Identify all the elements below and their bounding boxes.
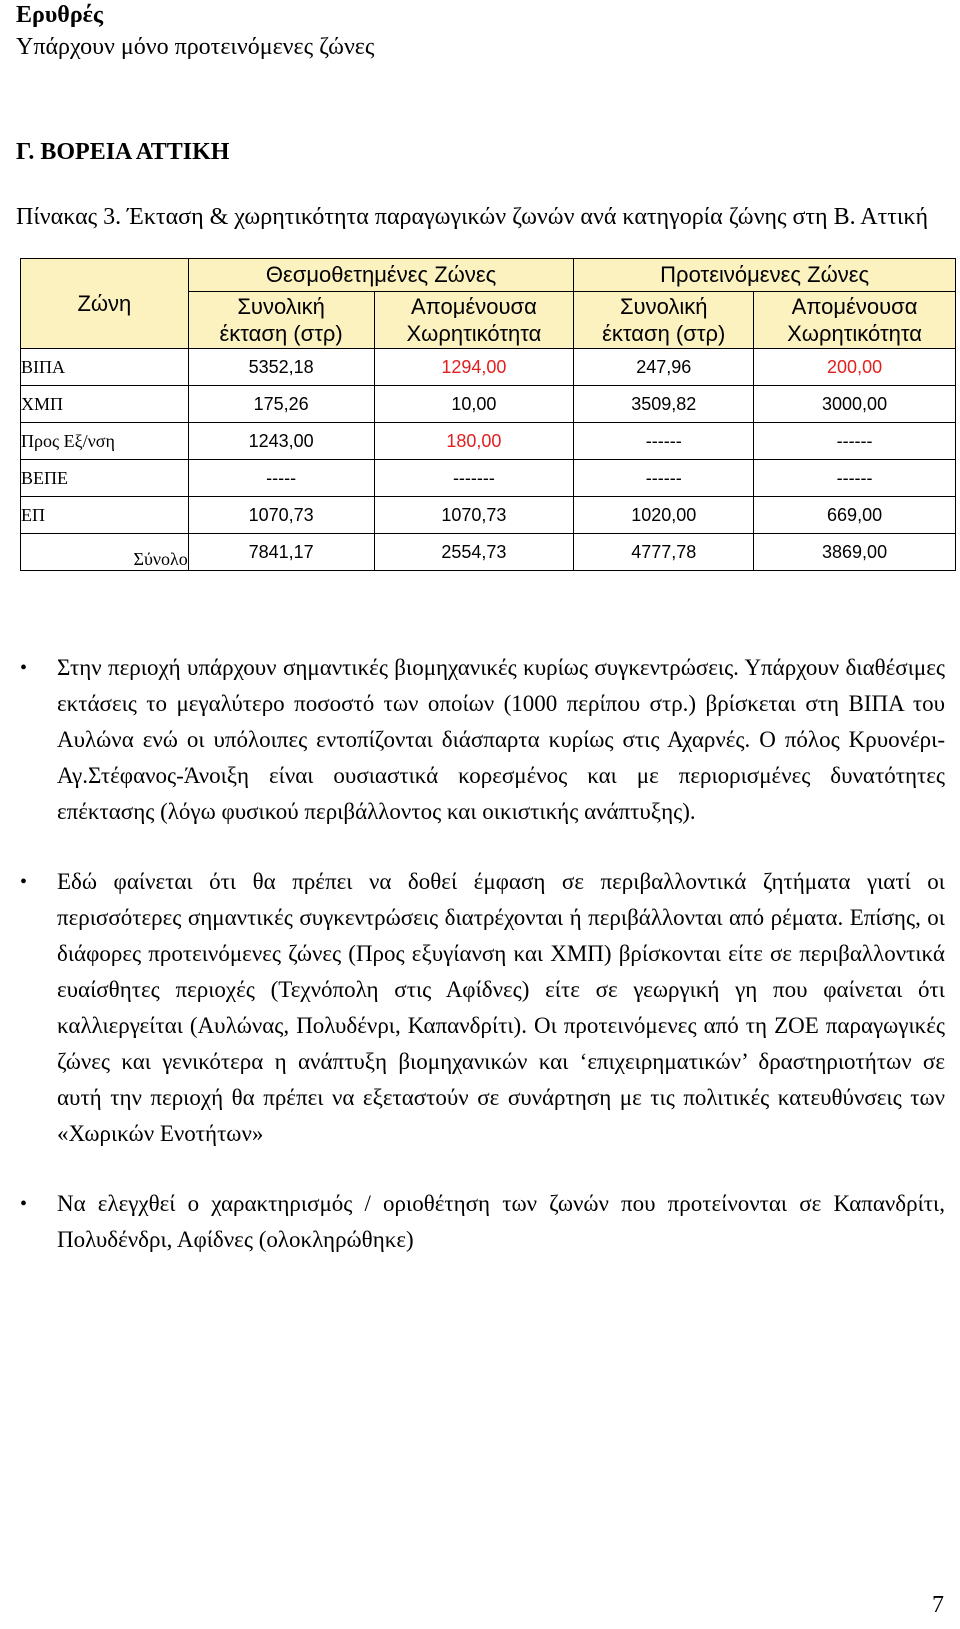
row-name: ΒΙΠΑ xyxy=(21,349,189,386)
cell: 180,00 xyxy=(374,423,574,460)
cell: 175,26 xyxy=(188,386,374,423)
cell: 1294,00 xyxy=(374,349,574,386)
cell: 200,00 xyxy=(754,349,956,386)
col-header-line: έκταση (στρ) xyxy=(602,321,726,346)
group-header-established: Θεσμοθετημένες Ζώνες xyxy=(188,259,574,292)
cell: 1243,00 xyxy=(188,423,374,460)
bullet-text: Να ελεγχθεί ο χαρακτηρισμός / οριοθέτηση των ζωνών που προτείνονται σε Καπανδρίτι, Πολυδένδρι, Αφίδνες (ολοκληρώθηκε) xyxy=(57,1191,945,1252)
row-name-total: Σύνολο xyxy=(21,534,189,571)
cell: 5352,18 xyxy=(188,349,374,386)
bullet-text: Στην περιοχή υπάρχουν σημαντικές βιομηχανικές κυρίως συγκεντρώσεις. Υπάρχουν διαθέσιμες εκτάσεις το μεγαλύτερο ποσοστό των οποίων (1000 περίπου στρ.) βρίσκεται στη ΒΙΠΑ του Αυλώνα ενώ οι υπόλοιπες εντοπίζονται διάσπαρτα κυρίως στις Αχαρνές. Ο πόλος Κρυονέρι-Αγ.Στέφανος-Άνοιξη είναι ουσιαστικά κορεσμένος και με περιορισμένες δυνατότητες επέκτασης (λόγω φυσικού περιβάλλοντος και οικιστικής ανάπτυξης). xyxy=(57,655,945,824)
row-name: ΒΕΠΕ xyxy=(21,460,189,497)
table-row-total xyxy=(21,534,956,571)
bullet-item xyxy=(20,864,945,1152)
cell: 3509,82 xyxy=(574,386,754,423)
col-header-line: Συνολική xyxy=(237,294,325,319)
row-name: ΧΜΠ xyxy=(21,386,189,423)
cell: ------ xyxy=(754,423,956,460)
cell: 10,00 xyxy=(374,386,574,423)
cell: 1070,73 xyxy=(374,497,574,534)
cell: 3000,00 xyxy=(754,386,956,423)
bullet-dot-icon: • xyxy=(20,1193,28,1215)
table-caption: Πίνακας 3. Έκταση & χωρητικότητα παραγωγικών ζωνών ανά κατηγορία ζώνης στη Β. Αττική xyxy=(16,204,929,230)
section-heading: Γ. ΒΟΡΕΙΑ ΑΤΤΙΚΗ xyxy=(16,139,230,165)
table-row xyxy=(21,460,956,497)
col-header-line: Απομένουσα xyxy=(791,294,918,319)
col-header-line: έκταση (στρ) xyxy=(219,321,343,346)
section-subtitle: Υπάρχουν μόνο προτεινόμενες ζώνες xyxy=(16,34,375,60)
cell: 1070,73 xyxy=(188,497,374,534)
zone-header: Ζώνη xyxy=(21,259,189,349)
row-name: ΕΠ xyxy=(21,497,189,534)
table-row xyxy=(21,349,956,386)
col-header-total-area xyxy=(574,292,754,349)
row-name: Προς Εξ/νση xyxy=(21,423,189,460)
cell: 2554,73 xyxy=(374,534,574,571)
cell: 4777,78 xyxy=(574,534,754,571)
cell: 3869,00 xyxy=(754,534,956,571)
col-header-line: Απομένουσα xyxy=(411,294,537,319)
cell: 7841,17 xyxy=(188,534,374,571)
bullet-dot-icon: • xyxy=(20,657,28,679)
col-header-line: Χωρητικότητα xyxy=(406,321,542,346)
table-row xyxy=(21,497,956,534)
bullet-list xyxy=(20,650,945,1292)
table-row xyxy=(21,423,956,460)
cell: 247,96 xyxy=(574,349,754,386)
bullet-text: Εδώ φαίνεται ότι θα πρέπει να δοθεί έμφαση σε περιβαλλοντικά ζητήματα γιατί οι περισσότερες σημαντικές συγκεντρώσεις διατρέχονται ή περιβάλλονται από ρέματα. Επίσης, οι διάφορες προτεινόμενες ζώνες (Προς εξυγίανση και ΧΜΠ) βρίσκονται είτε σε περιβαλλοντικά ευαίσθητες περιοχές (Τεχνόπολη στις Αφίδνες) είτε σε γεωργική γη που φαίνεται ότι καλλιεργείται (Αυλώνας, Πολυδένρι, Καπανδρίτι). Οι προτεινόμενες από τη ΖΟΕ παραγωγικές ζώνες και γενικότερα η ανάπτυξη βιομηχανικών και ‘επιχειρηματικών’ δραστηριοτήτων σε αυτή την περιοχή θα πρέπει να εξεταστούν σε συνάρτηση με τις πολιτικές κατευθύνσεις των «Χωρικών Ενοτήτων» xyxy=(57,869,945,1146)
zones-table xyxy=(20,258,956,571)
cell: ------ xyxy=(574,423,754,460)
table-row xyxy=(21,386,956,423)
col-header-remaining xyxy=(754,292,956,349)
cell: ----- xyxy=(188,460,374,497)
page-number: 7 xyxy=(932,1592,944,1618)
bullet-dot-icon: • xyxy=(20,871,28,893)
cell: 1020,00 xyxy=(574,497,754,534)
col-header-total-area xyxy=(188,292,374,349)
cell: ------- xyxy=(374,460,574,497)
section-title-erythres: Ερυθρές xyxy=(16,2,104,28)
bullet-item xyxy=(20,1186,945,1258)
cell: 669,00 xyxy=(754,497,956,534)
group-header-proposed: Προτεινόμενες Ζώνες xyxy=(574,259,956,292)
bullet-item xyxy=(20,650,945,830)
col-header-line: Συνολική xyxy=(619,294,708,319)
cell: ------ xyxy=(574,460,754,497)
cell: ------ xyxy=(754,460,956,497)
col-header-remaining xyxy=(374,292,574,349)
col-header-line: Χωρητικότητα xyxy=(787,321,922,346)
